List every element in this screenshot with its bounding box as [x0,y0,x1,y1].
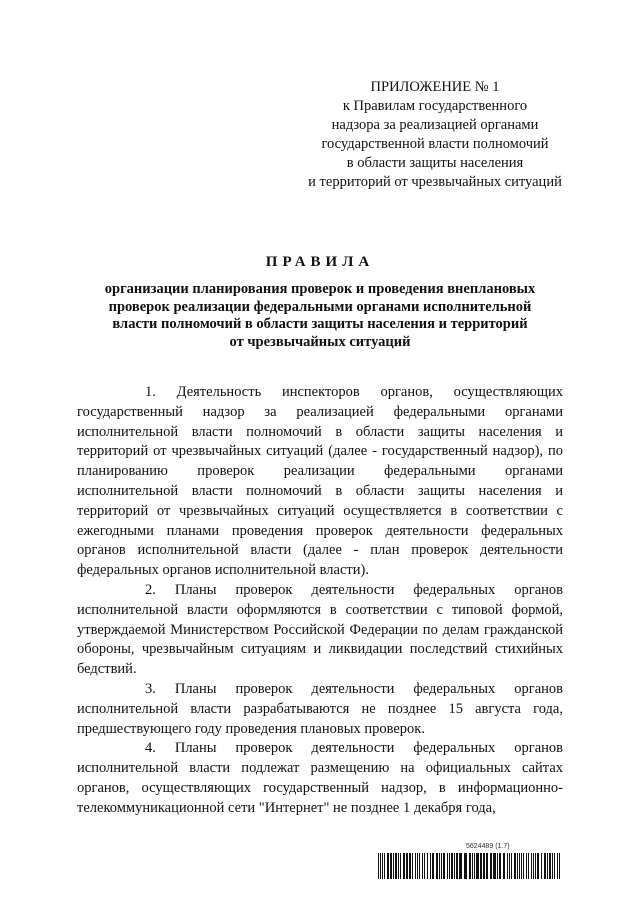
appendix-line: государственной власти полномочий [321,136,549,152]
subtitle-line: власти полномочий в области защиты населения и территорий [112,316,528,333]
barcode-icon [378,853,564,879]
document-id: 5624489 (1.7) [466,843,510,850]
paragraph-3: 3. Планы проверок деятельности федеральных органов исполнительной власти разрабатываются не позднее 15 августа года, предшествующего году проведения плановых проверок. [77,680,563,737]
document-title: ПРАВИЛА [265,254,375,270]
appendix-line: к Правилам государственного [342,98,528,114]
paragraph-4: 4. Планы проверок деятельности федеральных органов исполнительной власти подлежат размещению на официальных сайтах органов, осуществляющих государственный надзор, в информационно-телекоммуникационной сети "Интернет" не позднее 1 декабря года, [77,740,563,816]
subtitle-line: организации планирования проверок и проведения внеплановых [104,281,536,297]
appendix-line: и территорий от чрезвычайных ситуаций [308,174,562,190]
subtitle-line: от чрезвычайных ситуаций [229,333,411,350]
document-body [77,383,563,819]
document-subtitle [60,281,580,351]
subtitle-line: проверок реализации федеральными органами исполнительной [108,298,532,315]
appendix-line: ПРИЛОЖЕНИЕ № 1 [370,79,500,95]
paragraph-2: 2. Планы проверок деятельности федеральных органов исполнительной власти оформляются в соответствии с типовой формой, утверждаемой Министерством Российской Федерации по делам гражданской обороны, чрезвычайным ситуациям и ликвидации последствий стихийных бедствий. [77,581,563,678]
paragraph-1: 1. Деятельность инспекторов органов, осуществляющих государственный надзор за реализацией федеральными органами исполнительной власти полномочий в области защиты населения и территорий от чрезвычайных ситуаций (далее - государственный надзор), по планированию проверок реализации федеральными органами исполнительной власти полномочий в области защиты населения и территорий от чрезвычайных ситуаций осуществляется в соответствии с ежегодными планами проведения проверок деятельности федеральных органов исполнительной власти (далее - план проверок деятельности федеральных органов исполнительной власти). [77,384,563,579]
appendix-line: надзора за реализацией органами [331,117,539,133]
appendix-header [290,78,580,192]
appendix-line: в области защиты населения [346,155,524,171]
